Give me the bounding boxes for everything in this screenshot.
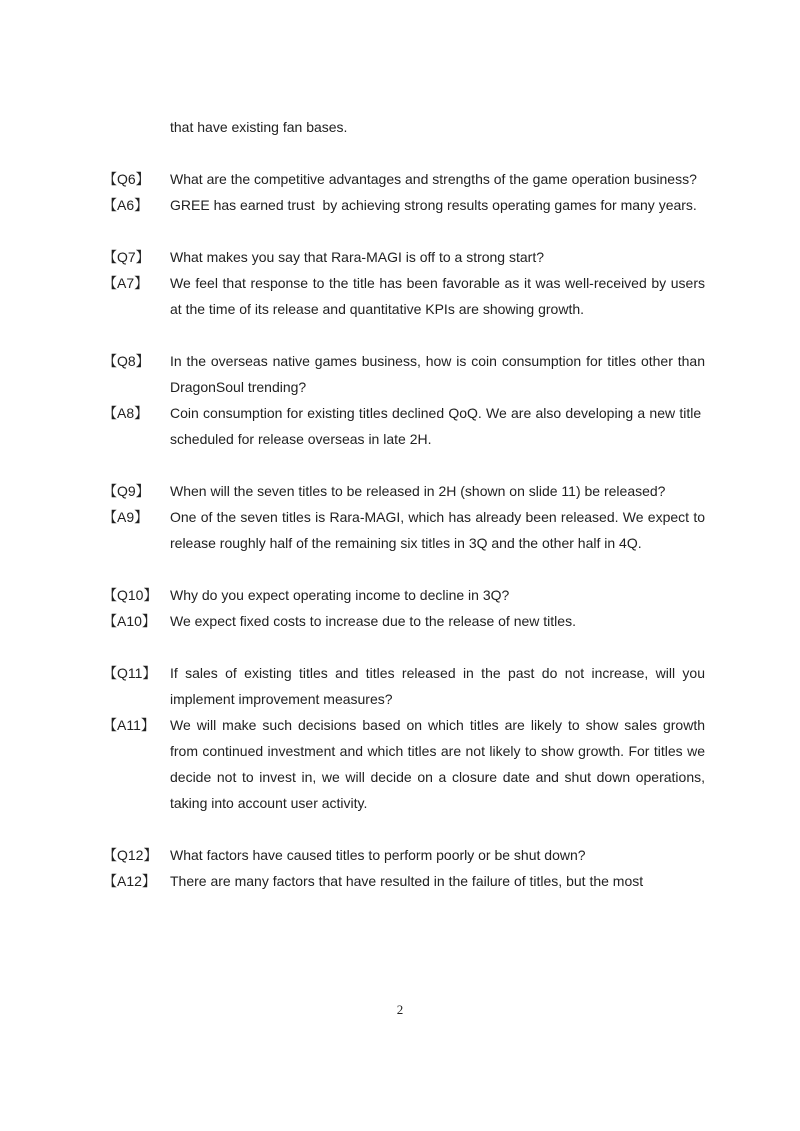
qa-group-q9 (103, 478, 705, 556)
question-row (103, 660, 705, 712)
document-content (103, 114, 705, 894)
answer-row (103, 504, 705, 556)
qa-group-q6 (103, 166, 705, 218)
answer-row (103, 712, 705, 816)
question-text: What makes you say that Rara-MAGI is off to a strong start? (170, 249, 545, 265)
question-label: 【Q10】 (103, 587, 158, 603)
answer-row (103, 868, 705, 894)
answer-label: 【A8】 (103, 405, 149, 421)
question-label: 【Q12】 (103, 847, 158, 863)
question-text: In the overseas native games business, how is coin consumption for titles other than DragonSoul trending? (170, 353, 705, 395)
answer-text: One of the seven titles is Rara-MAGI, which has already been released. We expect to release roughly half of the remaining six titles in 3Q and the other half in 4Q. (170, 509, 705, 551)
answer-row (103, 608, 705, 634)
question-row (103, 478, 705, 504)
answer-text: We feel that response to the title has been favorable as it was well-received by users at the time of its release and quantitative KPIs are showing growth. (170, 275, 705, 317)
page-number: 2 (396, 1002, 404, 1017)
question-row (103, 244, 705, 270)
answer-text: Coin consumption for existing titles declined QoQ. We are also developing a new title scheduled for release overseas in late 2H. (170, 405, 705, 447)
answer-row (103, 400, 705, 452)
answer-text: GREE has earned trust by achieving strong results operating games for many years. (170, 197, 697, 213)
question-label: 【Q11】 (103, 665, 157, 681)
qa-group-q11 (103, 660, 705, 816)
question-text: What are the competitive advantages and strengths of the game operation business? (170, 171, 697, 187)
question-text: When will the seven titles to be released in 2H (shown on slide 11) be released? (170, 483, 666, 499)
question-text: Why do you expect operating income to decline in 3Q? (170, 587, 510, 603)
answer-label: 【A11】 (103, 717, 155, 733)
answer-row (103, 270, 705, 322)
question-row (103, 348, 705, 400)
answer-label: 【A10】 (103, 613, 156, 629)
question-row (103, 842, 705, 868)
answer-row (103, 192, 705, 218)
continuation-text: that have existing fan bases. (170, 119, 348, 135)
question-label: 【Q7】 (103, 249, 150, 265)
answer-label: 【A6】 (103, 197, 149, 213)
qa-group-q10 (103, 582, 705, 634)
question-label: 【Q6】 (103, 171, 150, 187)
answer-text: We expect fixed costs to increase due to the release of new titles. (170, 613, 576, 629)
question-row (103, 166, 705, 192)
answer-label: 【A7】 (103, 275, 149, 291)
qa-group-q7 (103, 244, 705, 322)
question-label: 【Q9】 (103, 483, 150, 499)
answer-label: 【A12】 (103, 873, 156, 889)
answer-text: There are many factors that have resulted in the failure of titles, but the most (170, 873, 644, 889)
question-label: 【Q8】 (103, 353, 150, 369)
qa-group-q12 (103, 842, 705, 894)
question-text: What factors have caused titles to perform poorly or be shut down? (170, 847, 586, 863)
question-row (103, 582, 705, 608)
question-text: If sales of existing titles and titles released in the past do not increase, will you implement improvement measures? (170, 665, 705, 707)
answer-text: We will make such decisions based on which titles are likely to show sales growth from continued investment and which titles are not likely to show growth. For titles we decide not to invest in, we will decide on a closure date and shut down operations, taking into account user activity. (170, 717, 705, 811)
answer-label: 【A9】 (103, 509, 149, 525)
qa-group-q8 (103, 348, 705, 452)
